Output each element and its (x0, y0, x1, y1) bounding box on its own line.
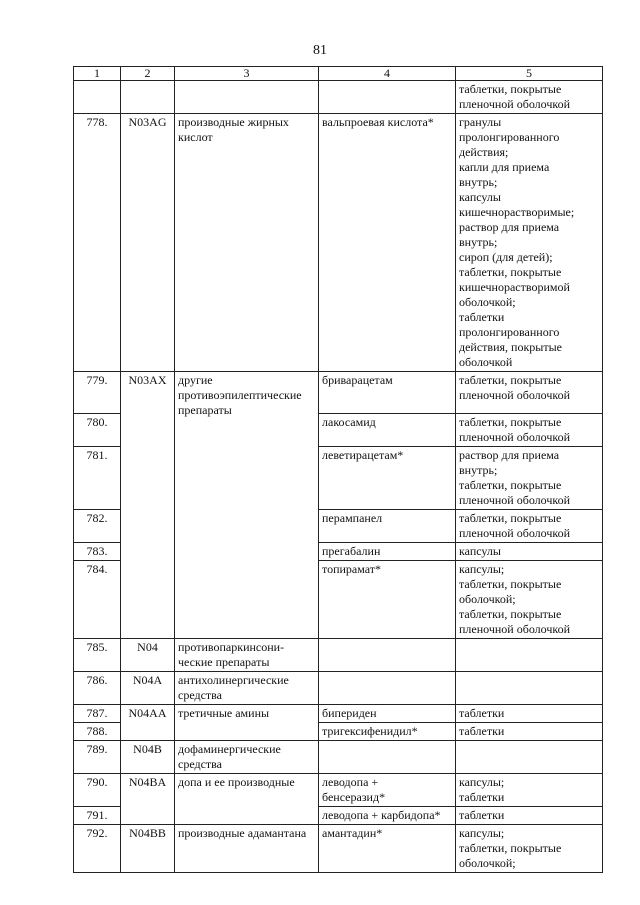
group-name: антихолинергические средства (175, 672, 319, 705)
dosage-form: таблетки, покрытые пленочной оболочкой (456, 81, 603, 114)
dosage-form (456, 672, 603, 705)
group-name: другие противоэпилептические препараты (175, 372, 319, 639)
atc-code: N04BB (121, 825, 175, 873)
page-number: 81 (313, 43, 327, 58)
dosage-form: гранулы пролонгированного действия; капли для приема внутрь; капсулы кишечнорастворимые; раствор для приема внутрь; сироп (для детей); таблетки, покрытые кишечнорастворимой оболочкой; таблетки пролонгированного действия, покрытые оболочкой (456, 114, 603, 372)
drug-name: тригексифенидил* (319, 723, 456, 741)
dosage-form: капсулы; таблетки, покрытые оболочкой; таблетки, покрытые пленочной оболочкой (456, 561, 603, 639)
atc-code (121, 81, 175, 114)
dosage-form: таблетки (456, 705, 603, 723)
dosage-form: таблетки, покрытые пленочной оболочкой (456, 414, 603, 447)
table-row (74, 741, 603, 774)
drug-name: лакосамид (319, 414, 456, 447)
dosage-form: капсулы (456, 543, 603, 561)
drug-name: перампанел (319, 510, 456, 543)
row-number: 786. (74, 672, 121, 705)
table-row (74, 81, 603, 114)
drug-name: топирамат* (319, 561, 456, 639)
group-name: допа и ее производные (175, 774, 319, 825)
drug-name: вальпроевая кислота* (319, 114, 456, 372)
row-number: 779. (74, 372, 121, 414)
row-number: 792. (74, 825, 121, 873)
row-number (74, 81, 121, 114)
row-number: 785. (74, 639, 121, 672)
drug-name: прегабалин (319, 543, 456, 561)
group-name: производные адамантана (175, 825, 319, 873)
table-row (74, 774, 603, 807)
dosage-form: таблетки, покрытые пленочной оболочкой (456, 510, 603, 543)
dosage-form: капсулы; таблетки, покрытые оболочкой; (456, 825, 603, 873)
dosage-form (456, 741, 603, 774)
row-number: 781. (74, 447, 121, 510)
column-header-5: 5 (456, 67, 603, 81)
dosage-form: капсулы; таблетки (456, 774, 603, 807)
column-header-1: 1 (74, 67, 121, 81)
drug-name: леводопа + бенсеразид* (319, 774, 456, 807)
column-header-2: 2 (121, 67, 175, 81)
table-row (74, 705, 603, 723)
atc-code: N04B (121, 741, 175, 774)
table-row (74, 639, 603, 672)
group-name: третичные амины (175, 705, 319, 741)
drug-list-table (73, 66, 603, 873)
group-name (175, 81, 319, 114)
group-name: дофаминергические средства (175, 741, 319, 774)
row-number: 788. (74, 723, 121, 741)
row-number: 787. (74, 705, 121, 723)
atc-code: N04 (121, 639, 175, 672)
column-header-3: 3 (175, 67, 319, 81)
drug-name (319, 639, 456, 672)
drug-name: амантадин* (319, 825, 456, 873)
header-row (74, 67, 603, 81)
atc-code: N04BA (121, 774, 175, 825)
table-row (74, 825, 603, 873)
table-row (74, 672, 603, 705)
row-number: 782. (74, 510, 121, 543)
table-row (74, 372, 603, 414)
table-row (74, 114, 603, 372)
atc-code: N03AG (121, 114, 175, 372)
drug-name: бриварацетам (319, 372, 456, 414)
row-number: 783. (74, 543, 121, 561)
dosage-form (456, 639, 603, 672)
row-number: 784. (74, 561, 121, 639)
row-number: 789. (74, 741, 121, 774)
group-name: производные жирных кислот (175, 114, 319, 372)
drug-name: леветирацетам* (319, 447, 456, 510)
dosage-form: таблетки (456, 723, 603, 741)
drug-name: бипериден (319, 705, 456, 723)
atc-code: N03AX (121, 372, 175, 639)
drug-name: леводопа + карбидопа* (319, 807, 456, 825)
dosage-form: таблетки (456, 807, 603, 825)
row-number: 780. (74, 414, 121, 447)
dosage-form: раствор для приема внутрь; таблетки, покрытые пленочной оболочкой (456, 447, 603, 510)
row-number: 791. (74, 807, 121, 825)
atc-code: N04A (121, 672, 175, 705)
drug-name (319, 741, 456, 774)
row-number: 778. (74, 114, 121, 372)
dosage-form: таблетки, покрытые пленочной оболочкой (456, 372, 603, 414)
drug-name (319, 672, 456, 705)
atc-code: N04AA (121, 705, 175, 741)
row-number: 790. (74, 774, 121, 807)
group-name: противопаркинсони- ческие препараты (175, 639, 319, 672)
column-header-4: 4 (319, 67, 456, 81)
drug-name (319, 81, 456, 114)
